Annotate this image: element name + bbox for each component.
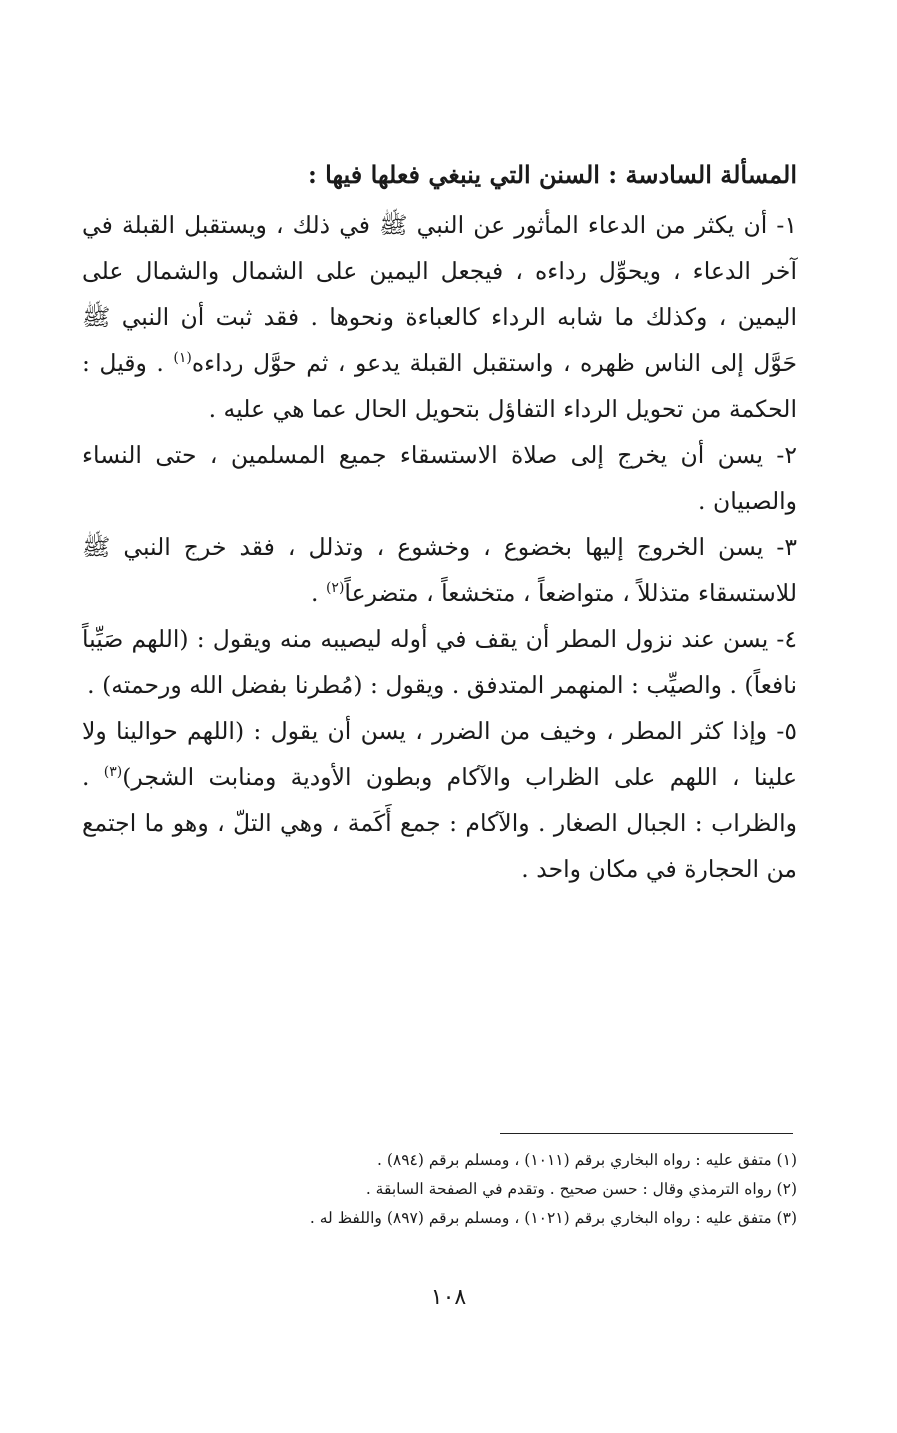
item-text: ٤- يسن عند نزول المطر أن يقف في أوله ليصيبه منه ويقول : (اللهم صَيِّباً نافعاً) . والصيِّب : المنهمر المتدفق . ويقول : (مُطرنا بفضل الله ورحمته) .	[82, 625, 797, 699]
list-item	[82, 524, 797, 616]
footnote: (٣) متفق عليه : رواه البخاري برقم (١٠٢١) ، ومسلم برقم (٨٩٧) واللفظ له .	[309, 1209, 797, 1227]
footnote-ref: (٣)	[103, 764, 123, 781]
list-item	[82, 202, 797, 432]
item-text-tail: . والظراب : الجبال الصغار . والآكام : جمع أَكَمة ، وهي التلّ ، وهو ما اجتمع من الحجارة في مكان واحد .	[82, 763, 797, 883]
list-item	[82, 616, 797, 708]
footnote-ref: (١)	[173, 350, 192, 367]
footnote-ref: (٢)	[325, 580, 345, 597]
main-text	[82, 152, 797, 892]
item-text: ٥- وإذا كثر المطر ، وخيف من الضرر ، يسن أن يقول : (اللهم حوالينا ولا علينا ، اللهم على الظراب والآكام وبطون الأودية ومنابت الشجر)	[82, 717, 797, 791]
footnote: (١) متفق عليه : رواه البخاري برقم (١٠١١) ، ومسلم برقم (٨٩٤) .	[376, 1151, 797, 1169]
footnotes	[120, 1146, 797, 1233]
footnote: (٢) رواه الترمذي وقال : حسن صحيح . وتقدم في الصفحة السابقة .	[365, 1180, 797, 1198]
footnote-divider	[500, 1133, 793, 1134]
list-item	[82, 432, 797, 524]
item-text-tail: . وقيل : الحكمة من تحويل الرداء التفاؤل بتحويل الحال عما هي عليه .	[82, 349, 797, 423]
item-text: ٣- يسن الخروج إليها بخضوع ، وخشوع ، وتذلل ، فقد خرج النبي ﷺ للاستسقاء متذللاً ، متواضعاً ، متخشعاً ، متضرعاً	[82, 533, 797, 607]
item-text: ٢- يسن أن يخرج إلى صلاة الاستسقاء جميع المسلمين ، حتى النساء والصبيان .	[82, 441, 797, 515]
list-item	[82, 708, 797, 892]
item-text: ١- أن يكثر من الدعاء المأثور عن النبي ﷺ في ذلك ، ويستقبل القبلة في آخر الدعاء ، ويحوِّل رداءه ، فيجعل اليمين على الشمال والشمال على اليمين ، وكذلك ما شابه الرداء كالعباءة ونحوها . فقد ثبت أن النبي ﷺ حَوَّل إلى الناس ظهره ، واستقبل القبلة يدعو ، ثم حوَّل رداءه	[82, 211, 797, 377]
item-text-tail: .	[310, 579, 326, 607]
page-number: ١٠٨	[430, 1285, 467, 1310]
section-heading: المسألة السادسة : السنن التي ينبغي فعلها فيها :	[307, 160, 797, 189]
